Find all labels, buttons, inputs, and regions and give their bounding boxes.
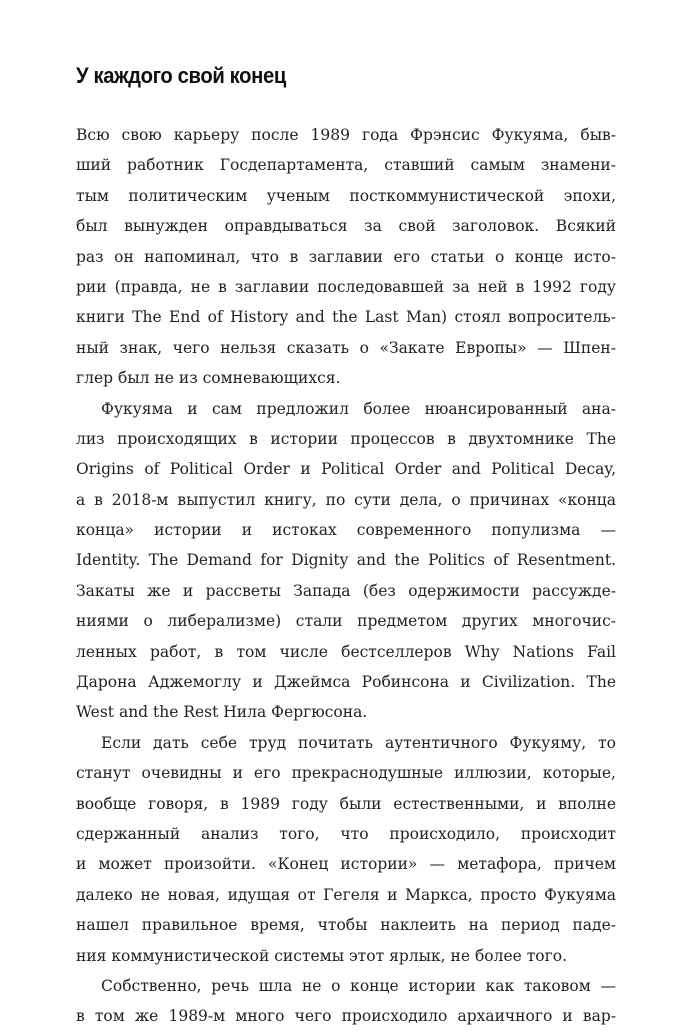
text-line: рии (правда, не в заглавии последовавшей за ней в 1992 году [76,277,616,296]
text-line: был вынужден оправдываться за свой заголовок. Всякий [76,217,616,236]
text-line: Если дать себе труд почитать аутентичного Фукуяму, то [101,733,616,752]
text-line: лиз происходящих в истории процессов в двухтомнике The [76,429,616,448]
text-line: тым политическим ученым посткоммунистической эпохи, [76,186,616,205]
text-line: книги The End of History and the Last Man) стоял вопроситель- [76,308,616,327]
text-line: конца» истории и истоках современного популизма — [76,521,616,540]
text-line: а в 2018-м выпустил книгу, по сути дела, о причинах «конца [76,490,616,509]
text-line: Дарона Аджемоглу и Джеймса Робинсона и Civilization. The [76,673,616,692]
text-line: West and the Rest Нила Фергюсона. [76,703,368,722]
text-line: глер был не из сомневающихся. [76,369,341,388]
text-line: ный знак, чего нельзя сказать о «Закате Европы» — Шпен- [76,338,616,357]
text-line: нашел правильное время, чтобы наклеить на период паде- [76,916,616,935]
text-line: ленных работ, в том числе бестселлеров Why Nations Fail [76,642,616,661]
text-line: ния коммунистической системы этот ярлык, не более того. [76,946,568,965]
text-line: далеко не новая, идущая от Гегеля и Маркса, просто Фукуяма [76,885,616,904]
text-line: вообще говоря, в 1989 году были естественными, и вполне [76,794,616,813]
text-line: сдержанный анализ того, что происходило, происходит [76,824,616,843]
text-line: Origins of Political Order и Political Order and Political Decay, [76,460,616,479]
text-line: раз он напоминал, что в заглавии его статьи о конце исто- [76,247,616,266]
body-text [76,120,616,1032]
text-line: Фукуяма и сам предложил более нюансированный ана- [101,399,616,418]
text-line: ший работник Госдепартамента, ставший самым знамени- [76,156,616,175]
text-line: Identity. The Demand for Dignity and the Politics of Resentment. [76,551,616,570]
text-line: Всю свою карьеру после 1989 года Фрэнсис Фукуяма, быв- [76,126,616,144]
section-heading: У каждого свой конец [76,63,286,88]
text-line: в том же 1989-м много чего происходило архаичного и вар- [76,1007,616,1026]
text-line: Собственно, речь шла не о конце истории как таковом — [101,976,616,995]
text-line: станут очевидны и его прекраснодушные иллюзии, которые, [76,764,616,783]
text-line: Закаты же и рассветы Запада (без одержимости рассужде- [76,581,616,600]
text-line: ниями о либерализме) стали предметом других многочис- [76,612,616,631]
text-line: и может произойти. «Конец истории» — метафора, причем [76,855,616,874]
